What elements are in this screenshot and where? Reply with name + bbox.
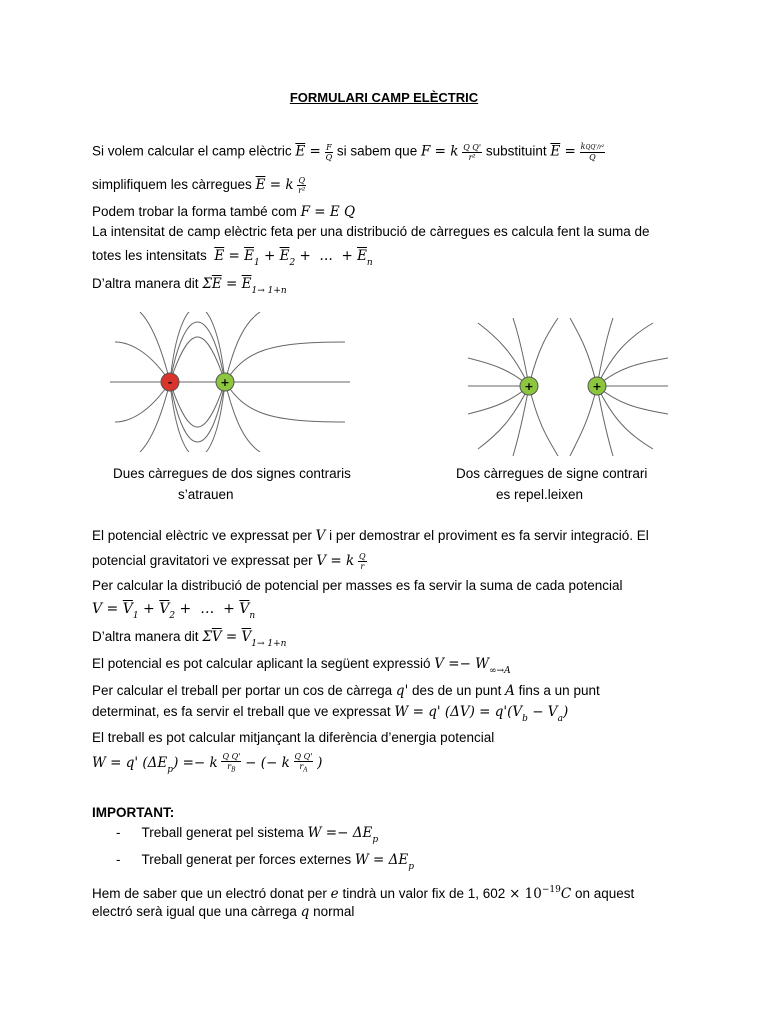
negative-sign: - (167, 376, 173, 389)
positive-sign: + (524, 380, 534, 393)
line-other-way-e: D’altra manera dit $\Sigma\overline{E} = \overline{E}_{1\to 1+n}$ (92, 276, 287, 296)
positive-sign: + (592, 380, 602, 393)
text: substituint (485, 143, 547, 159)
text: D’altra manera dit (92, 629, 199, 644)
text: normal (313, 904, 355, 919)
caption-left-1: Dues càrregues de dos signes contraris (113, 466, 351, 481)
line-intensity: La intensitat de camp elèctric feta per una distribució de càrregues es calcula fent la suma de (92, 224, 650, 239)
bullet-external-work: - Treball generat per forces externes $W = \Delta E_p$ (116, 852, 415, 872)
line-work-expression: determinat, es fa servir el treball que ve expressat W = q' $(\Delta V) = q'(V_b - V_a)$ (92, 704, 569, 724)
text: Hem de saber que un electró donat per (92, 886, 327, 901)
text: simplifiquem les càrregues (92, 177, 252, 193)
text: potencial gravitatori ve expressat per (92, 553, 313, 569)
text: totes les intensitats (92, 248, 207, 263)
text: El potencial elèctric ve expressat per (92, 528, 312, 543)
text: Podem trobar la forma també com (92, 204, 297, 219)
line-distribution: Per calcular la distribució de potencial per masses es fa servir la suma de cada potencial (92, 578, 623, 593)
line-form: Podem trobar la forma també com F = E Q (92, 204, 356, 220)
bullet-system-work: - Treball generat pel sistema $W =- \Delta E_p$ (116, 825, 379, 845)
page-title: FORMULARI CAMP ELÈCTRIC (289, 90, 479, 105)
line-other-way-v: D’altra manera dit $\Sigma\overline{V} = \overline{V}_{1\to 1+n}$ (92, 629, 287, 649)
line-electron-charge: Hem de saber que un electró donat per e tindrà un valor fix de 1, $602 \times 10^{-19}C$ on aquest (92, 885, 635, 902)
caption-left-2: s’atrauen (178, 487, 234, 502)
line-grav-potential: potencial gravitatori ve expressat per V = k $\frac{Q}{r}$ (92, 552, 366, 571)
text: on aquest (574, 886, 635, 901)
text: fins a un punt (518, 683, 600, 698)
positive-sign: + (220, 376, 230, 389)
text: El potencial es pot calcular aplicant la següent expressió (92, 656, 431, 671)
text: tindrà un valor fix de 1, 602 (342, 886, 506, 901)
text: determinat, es fa servir el treball que ve expressat (92, 704, 391, 719)
repulsion-field-diagram (468, 318, 668, 456)
line-sum-intensities: totes les intensitats $\overline{E} = \overline{E}_1 + \overline{E}_2$ + … + $\overline{E}_n$ (92, 248, 373, 268)
line-work-energy: El treball es pot calcular mitjançant la diferència d’energia potencial (92, 730, 495, 745)
attraction-field-diagram (110, 312, 350, 452)
text: i per demostrar el proviment es fa servir integració. El (329, 528, 649, 543)
text: electró serà igual que una càrrega (92, 904, 297, 919)
text: si sabem que (336, 143, 418, 159)
text: des de un punt (412, 683, 502, 698)
text: Si volem calcular el camp elèctric (92, 143, 292, 159)
text: Per calcular el treball per portar un cos de càrrega (92, 683, 393, 698)
line-work-formula: W = q' $(\Delta E_p) =- k$ $\frac{\text{Q Q'}}{r_B}$ − (− k $\frac{\text{Q Q'}}{r_A}$ ) (92, 752, 323, 775)
caption-right-2: es repel.leixen (496, 487, 584, 502)
line-simplify: simplifiquem les càrregues $\overline{E} = k$ $\frac{Q}{\text{r²}}$ (92, 176, 306, 195)
important-heading: IMPORTANT: (92, 805, 175, 820)
line-v-sum: $V = \overline{V}_1 + \overline{V}_2$ + … + $\overline{V}_n$ (92, 601, 256, 621)
line-camp-definition: Si volem calcular el camp elèctric $\overline{E}$ = $\frac{F}{Q}$ si sabem que F = k $\frac{\text{Q Q'}}{\text{r²}}$ substituint $\overline{E}$ = $\frac{\text{kQQ'/r²}}{Q}$ (92, 142, 605, 162)
line-electron-equal: electró serà igual que una càrrega q normal (92, 904, 355, 920)
text: Treball generat pel sistema (141, 825, 304, 840)
line-potential: El potencial elèctric ve expressat per V i per demostrar el proviment es fa servir integració. El (92, 528, 649, 544)
line-work: Per calcular el treball per portar un cos de càrrega q' des de un punt A fins a un punt (92, 683, 600, 699)
line-expression: El potencial es pot calcular aplicant la següent expressió $V =- W_{\infty\to A}$ (92, 656, 511, 676)
text: D’altra manera dit (92, 276, 199, 291)
text: Treball generat per forces externes (141, 852, 352, 867)
caption-right-1: Dos càrregues de signe contrari (456, 466, 648, 481)
